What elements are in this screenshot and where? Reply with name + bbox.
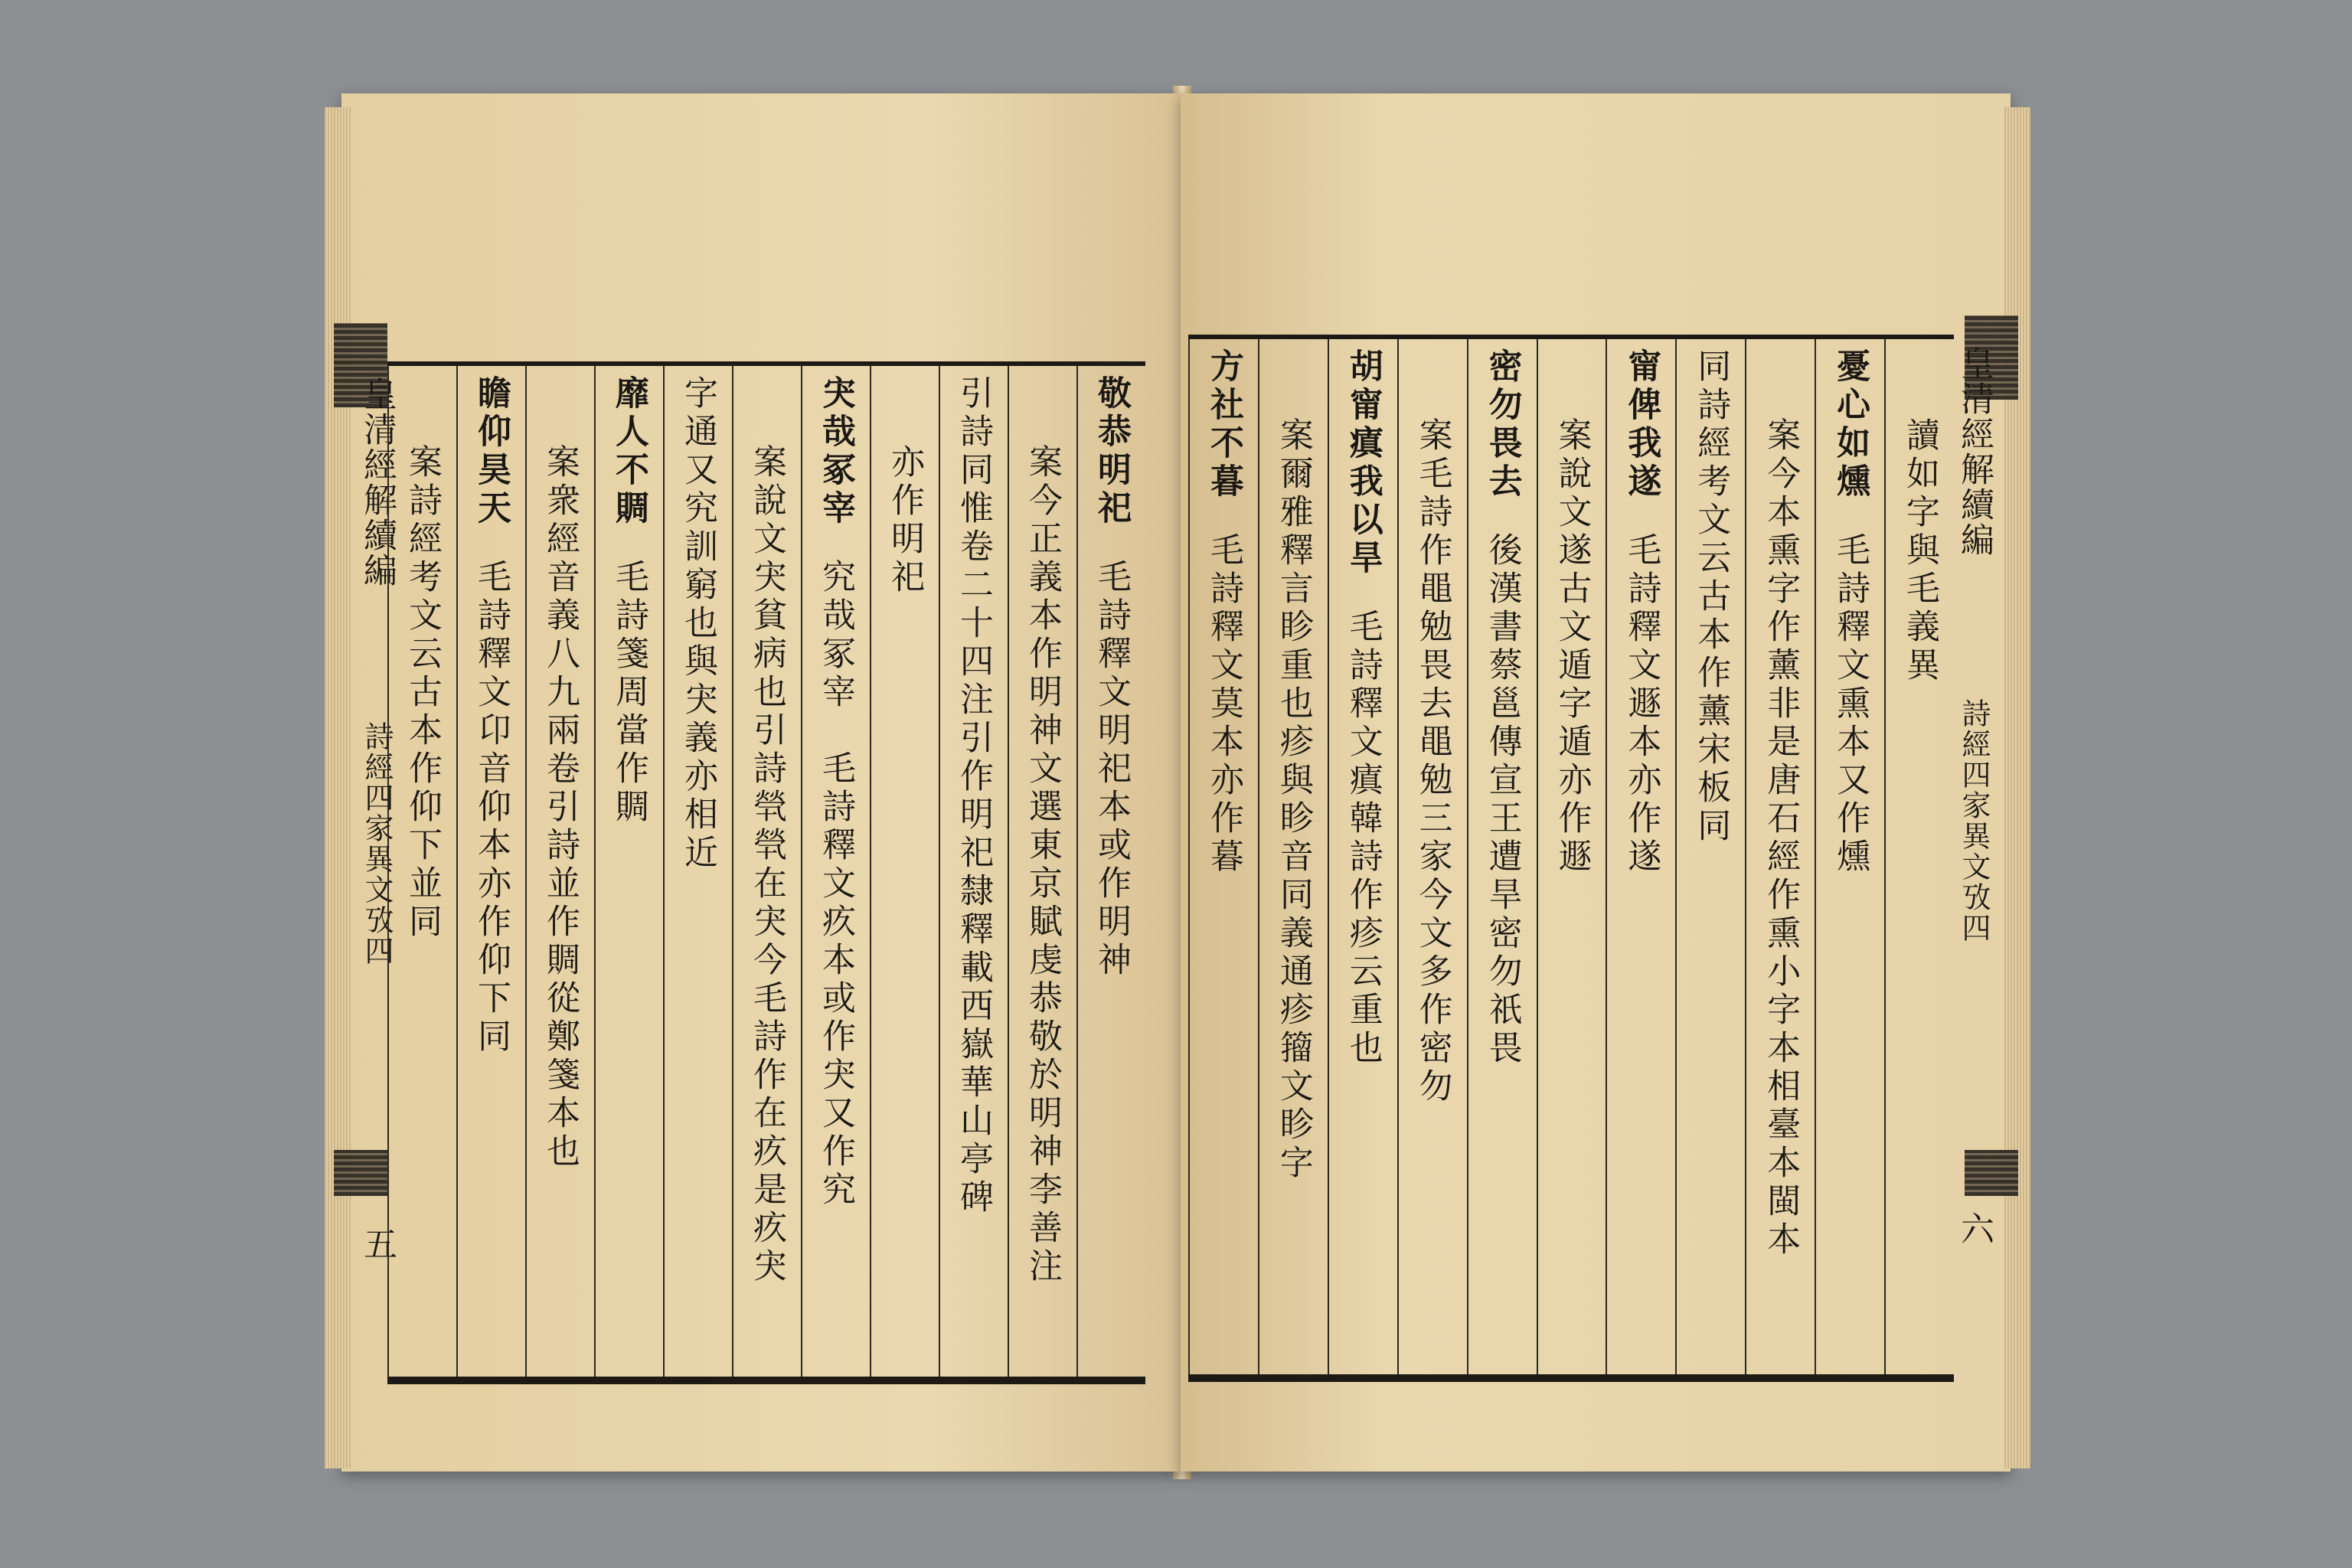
entry-head: 瞻仰昊天 (472, 375, 511, 528)
entry-text: 字通又究訓窮也與宊義亦相近 (678, 375, 717, 873)
entry-text: 毛詩箋周當作賙 (609, 559, 648, 827)
margin-subtitle: 詩經四家異文攷四 (360, 721, 394, 966)
page-number: 五 (358, 1227, 397, 1262)
text-column (1745, 339, 1815, 1374)
text-column (1467, 339, 1537, 1374)
text-column (594, 366, 663, 1377)
text-column (1397, 339, 1467, 1374)
entry-text: 案毛詩作黽勉畏去黽勉三家今文多作密勿 (1413, 417, 1452, 1106)
text-column (456, 366, 525, 1377)
text-column (1537, 339, 1606, 1374)
text-column (939, 366, 1008, 1377)
text-column (1258, 339, 1328, 1374)
entry-head: 甯俾我遂 (1622, 348, 1661, 501)
text-column (1328, 339, 1397, 1374)
entry-text: 讀如字與毛義異 (1900, 417, 1939, 685)
text-column (1188, 339, 1258, 1374)
entry-text: 案今本熏字作薰非是唐石經作熏小字本相臺本閩本 (1761, 417, 1801, 1259)
entry-text: 案說文遂古文遁字遁亦作遯 (1552, 417, 1592, 877)
margin-title: 皇清經解續編 (358, 377, 397, 588)
fish-tail-mark (334, 1150, 387, 1196)
entry-head: 靡人不賙 (609, 375, 648, 528)
text-column (1008, 366, 1076, 1377)
text-frame (387, 361, 1145, 1384)
text-columns (1188, 339, 1954, 1374)
entry-head: 敬恭明祀 (1092, 375, 1131, 528)
text-column (663, 366, 732, 1377)
text-columns (387, 366, 1145, 1377)
text-column (387, 366, 456, 1377)
entry-head: 宊哉冢宰 (816, 375, 855, 528)
entry-text: 究哉冢宰 毛詩釋文疚本或作宊又作究 (816, 559, 855, 1210)
fish-tail-mark (1965, 1150, 2018, 1196)
text-column (1884, 339, 1954, 1374)
entry-text: 毛詩釋文瘨韓詩作疹云重也 (1343, 609, 1383, 1068)
entry-text: 毛詩釋文遯本亦作遂 (1622, 532, 1661, 877)
page-number: 六 (1955, 1211, 1994, 1246)
entry-text: 同詩經考文云古本作薰宋板同 (1691, 348, 1731, 846)
text-frame (1188, 335, 1954, 1382)
right-page (1181, 93, 2011, 1472)
entry-text: 毛詩釋文卬音仰本亦作仰下同 (472, 559, 511, 1057)
text-column (525, 366, 594, 1377)
entry-text: 亦作明祀 (885, 444, 924, 597)
entry-text: 引詩同惟卷二十四注引作明祀隸釋載西嶽華山亭碑 (954, 375, 993, 1217)
text-column (732, 366, 801, 1377)
text-column (870, 366, 939, 1377)
entry-head: 密勿畏去 (1482, 348, 1522, 501)
page-edges (2004, 107, 2030, 1468)
entry-head: 憂心如燻 (1831, 348, 1870, 501)
entry-head: 胡甯瘨我以旱 (1343, 348, 1383, 578)
entry-head: 方社不暮 (1204, 348, 1243, 501)
text-column (1606, 339, 1675, 1374)
entry-text: 毛詩釋文莫本亦作暮 (1204, 532, 1243, 877)
margin-subtitle: 詩經四家異文攷四 (1957, 698, 1991, 943)
left-page (341, 93, 1181, 1472)
entry-text: 毛詩釋文明祀本或作明神 (1092, 559, 1131, 980)
text-column (801, 366, 870, 1377)
entry-text: 案詩經考文云古本作仰下並同 (403, 444, 442, 942)
entry-text: 案爾雅釋言眕重也疹與眕音同義通疹籀文眕字 (1273, 417, 1313, 1183)
entry-text: 案衆經音義八九兩卷引詩並作賙從鄭箋本也 (541, 444, 580, 1171)
entry-text: 案說文宊貧病也引詩煢煢在宊今毛詩作在疚是疚宊 (747, 444, 786, 1286)
margin-title: 皇清經解續編 (1955, 346, 1994, 557)
entry-text: 毛詩釋文熏本又作燻 (1831, 532, 1870, 877)
text-column (1675, 339, 1745, 1374)
text-column (1076, 366, 1145, 1377)
open-book (341, 86, 2011, 1479)
entry-text: 案今正義本作明神文選東京賦虔恭敬於明神李善注 (1023, 444, 1062, 1286)
text-column (1815, 339, 1884, 1374)
entry-text: 後漢書蔡邕傳宣王遭旱密勿祇畏 (1482, 532, 1522, 1068)
